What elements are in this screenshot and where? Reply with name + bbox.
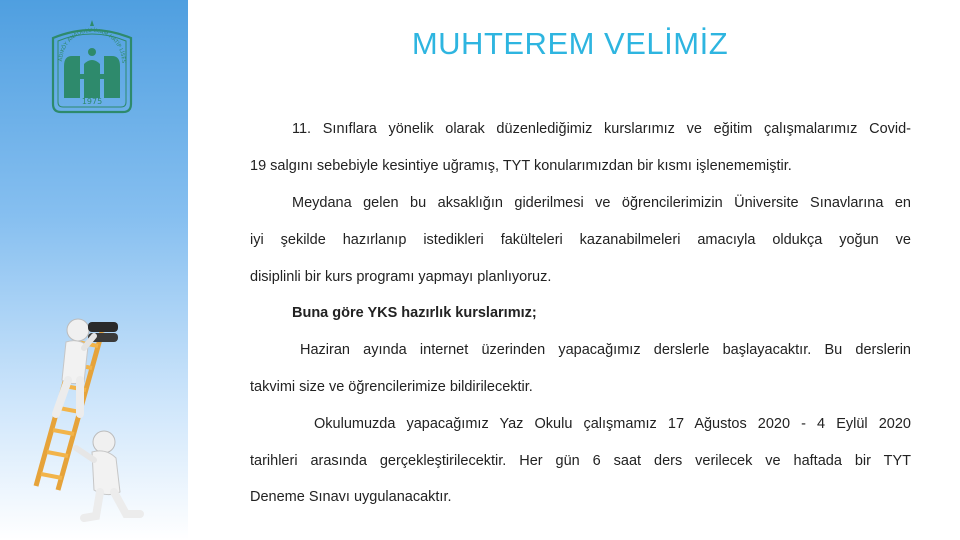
logo-year: 1975 xyxy=(81,97,103,106)
figure-ladder-binoculars-illustration xyxy=(22,318,158,526)
paragraph-1-line-2: 19 salgını sebebiyle kesintiye uğramış, TYT konularımızdan bir kısmı işlenememiştir. xyxy=(250,158,792,174)
paragraph-3-heading: Buna göre YKS hazırlık kurslarımız; xyxy=(292,305,537,321)
paragraph-2-line-2: iyi şekilde hazırlanıp istedikleri fakülteleri kazanabilmeleri amacıyla oldukça yoğun ve xyxy=(250,232,911,248)
paragraph-4-line-1: Haziran ayında internet üzerinden yapacağımız derslerle başlayacaktır. Bu derslerin xyxy=(300,342,911,358)
logo-ring-text: ADIKÖY ANADOLU İMAM HATİP LİSES xyxy=(57,27,127,64)
paragraph-4-line-2: takvimi size ve öğrencilerimize bildirilecektir. xyxy=(250,379,533,395)
paragraph-5-line-3: Deneme Sınavı uygulanacaktır. xyxy=(250,489,452,505)
paragraph-2-line-1: Meydana gelen bu aksaklığın giderilmesi ve öğrencilerimizin Üniversite Sınavlarına en xyxy=(292,195,911,211)
paragraph-2-line-3: disiplinli bir kurs programı yapmayı planlıyoruz. xyxy=(250,269,552,285)
school-logo xyxy=(50,16,134,118)
slide-title: MUHTEREM VELİMİZ xyxy=(411,26,729,61)
paragraph-5-line-1: Okulumuzda yapacağımız Yaz Okulu çalışmamız 17 Ağustos 2020 - 4 Eylül 2020 xyxy=(314,416,911,432)
paragraph-1-line-1: 11. Sınıflara yönelik olarak düzenlediğimiz kurslarımız ve eğitim çalışmalarımız Covid- xyxy=(292,121,911,137)
paragraph-5-line-2: tarihleri arasında gerçekleştirilecektir. Her gün 6 saat ders verilecek ve haftada bir TYT xyxy=(250,453,911,469)
